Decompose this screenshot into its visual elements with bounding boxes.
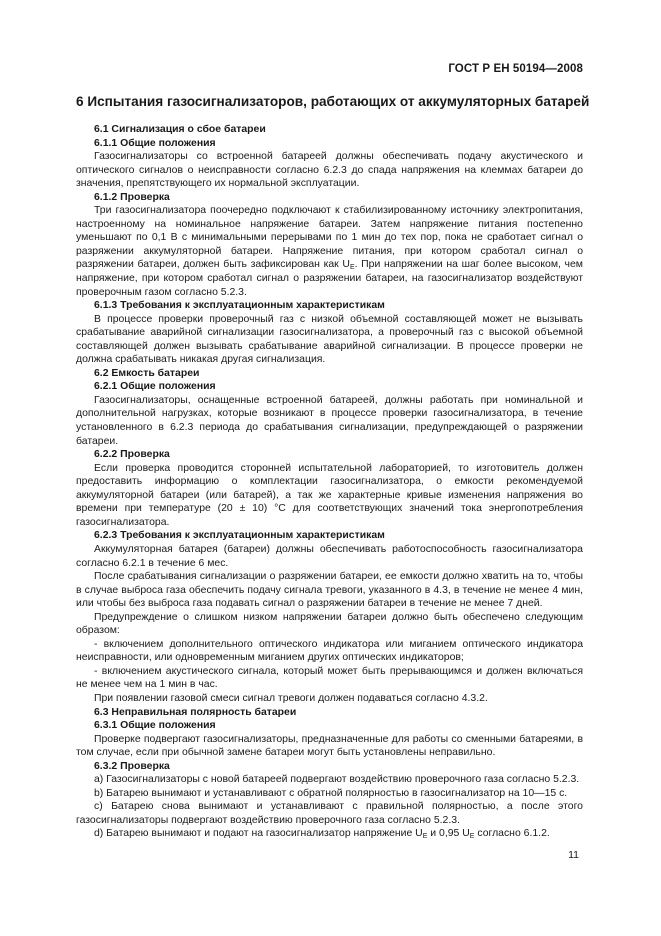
- body-paragraph: [76, 313, 583, 367]
- text-run: 6.1.3 Требования к эксплуатационным характеристикам: [94, 300, 385, 312]
- subsection-heading: [76, 137, 583, 151]
- subsection-heading: [76, 706, 583, 720]
- text-run: В процессе проверки проверочный газ с низкой объемной составляющей может не вызывать срабатывание аварийной сигнализации газосигнализатора, а проверочный газ с высокой объемной составляющей должен вызывать срабатывание аварийной сигнализации. В процессе проверки не должна срабатывать никакая другая сигнализация.: [76, 313, 583, 366]
- text-run: 6.3 Неправильная полярность батареи: [94, 706, 297, 718]
- text-run: 6.3.2 Проверка: [94, 760, 170, 772]
- body-paragraph: [76, 773, 583, 787]
- text-run: c) Батарею снова вынимают и устанавливают с правильной полярностью, а после этого газосигнализаторы подвергают воздействию проверочного газа согласно 5.2.3.: [76, 801, 583, 826]
- text-run: При появлении газовой смеси сигнал тревоги должен подаваться согласно 4.3.2.: [94, 692, 488, 704]
- text-run: Если проверка проводится сторонней испытательной лабораторией, то изготовитель должен предоставить информацию о комплектации газосигнализатора, о емкости рекомендуемой аккумуляторной батареи (или батарей), а так же характерные кривые изменения напряжения во времени при температуре (20 ± 10) °С для соответствующих значений тока энергопотребления газосигнализатора.: [76, 462, 583, 528]
- subscript: E: [469, 833, 475, 841]
- section-body: [76, 123, 583, 841]
- body-paragraph: [76, 462, 583, 530]
- text-run: b) Батарею вынимают и устанавливают с обратной полярностью в газосигнализатор на 10—15 с.: [94, 787, 568, 799]
- body-paragraph: [76, 204, 583, 299]
- body-paragraph: [76, 638, 583, 665]
- text-run: Газосигнализаторы, оснащенные встроенной батареей, должны работать при номинальной и дополнительной нагрузках, которые возникают в процессе проверки газосигнализатора, в течение установленного в 6.2.3 периода до срабатывания сигнализации, предупреждающей о разряжении батареи.: [76, 394, 583, 447]
- subscript: E: [422, 833, 428, 841]
- subsection-heading: [76, 299, 583, 313]
- text-run: 6.2.3 Требования к эксплуатационным характеристикам: [94, 530, 385, 542]
- text-run: . При напряжении на шаг более высоком, чем напряжение, при котором сработал сигнал о разряжении батареи, на газосигнализатор воздействуют проверочным газом согласно 5.2.3.: [76, 259, 583, 298]
- document-code: ГОСТ Р ЕН 50194—2008: [448, 63, 583, 75]
- body-paragraph: [76, 611, 583, 638]
- subsection-heading: [76, 367, 583, 381]
- section-title: 6 Испытания газосигнализаторов, работающих от аккумуляторных батарей: [76, 94, 590, 109]
- subsection-heading: [76, 448, 583, 462]
- subsection-heading: [76, 380, 583, 394]
- text-run: 6.1.2 Проверка: [94, 191, 170, 203]
- subsection-heading: [76, 760, 583, 774]
- subsection-heading: [76, 123, 583, 137]
- text-run: Предупреждение о слишком низком напряжении батареи должно быть обеспечено следующим образом:: [76, 611, 583, 637]
- body-paragraph: [76, 733, 583, 760]
- body-paragraph: [76, 692, 583, 706]
- subsection-heading: [76, 529, 583, 543]
- text-run: После срабатывания сигнализации о разряжении батареи, ее емкости должно хватить на то, чтобы в случае выброса газа обеспечить подачу сигнала тревоги, указанного в 4.3, в течение не менее 4 мин, или чтобы без выброса газа подавать сигнал о разряжении батареи в течение не менее 7 дней.: [76, 571, 583, 610]
- body-paragraph: [76, 787, 583, 801]
- text-run: - включением акустического сигнала, который может быть прерывающимся и должен включаться не менее чем на 1 мин в час.: [76, 665, 583, 691]
- subscript: E: [349, 264, 355, 272]
- text-run: 6.3.1 Общие положения: [94, 720, 216, 732]
- subsection-heading: [76, 719, 583, 733]
- text-run: 6.1.1 Общие положения: [94, 137, 216, 149]
- text-run: 6.2.1 Общие положения: [94, 381, 216, 393]
- text-run: согласно 6.1.2.: [474, 828, 550, 840]
- body-paragraph: [76, 665, 583, 692]
- text-run: 6.1 Сигнализация о сбое батареи: [94, 124, 266, 135]
- text-run: - включением дополнительного оптического индикатора или миганием оптического индикатора неисправности, или одновременным миганием других оптических индикаторов;: [76, 638, 583, 664]
- text-run: a) Газосигнализаторы с новой батареей подвергают воздействию проверочного газа согласно 5.2.3.: [94, 774, 580, 786]
- text-run: Проверке подвергают газосигнализаторы, предназначенные для работы со сменными батареями, в том случае, если при обычной замене батареи могут быть установлены неправильно.: [76, 733, 583, 759]
- text-run: 6.2 Емкость батареи: [94, 367, 200, 379]
- body-paragraph: [76, 827, 583, 841]
- text-run: и 0,95 U: [427, 828, 470, 840]
- text-run: Три газосигнализатора поочередно подключают к стабилизированному источнику электропитания, настроенному на номинальное напряжение батареи. Затем напряжение питания постепенно уменьшают по 0,1 В с минимальными перерывами по 1 мин до тех пор, пока не сработает сигнал о разряжении аккумуляторной батареи. Напряжение питания, при котором сработал сигнал о разряжении батареи, должен быть зафиксирован как U: [76, 205, 583, 271]
- body-paragraph: [76, 800, 583, 827]
- body-paragraph: [76, 394, 583, 448]
- body-paragraph: [76, 150, 583, 191]
- text-run: Аккумуляторная батарея (батареи) должны обеспечивать работоспособность газосигнализатора согласно 6.2.1 в течение 6 мес.: [76, 543, 583, 569]
- text-run: Газосигнализаторы со встроенной батареей должны обеспечивать подачу акустического и оптического сигналов о неисправности согласно 6.2.3 до спада напряжения на клеммах батареи до значения, препятствующего их нормальной эксплуатации.: [76, 151, 583, 190]
- body-paragraph: [76, 570, 583, 611]
- subsection-heading: [76, 191, 583, 205]
- page-number: 11: [568, 849, 579, 861]
- text-run: 6.2.2 Проверка: [94, 449, 170, 461]
- body-paragraph: [76, 543, 583, 570]
- text-run: d) Батарею вынимают и подают на газосигнализатор напряжение U: [94, 828, 423, 840]
